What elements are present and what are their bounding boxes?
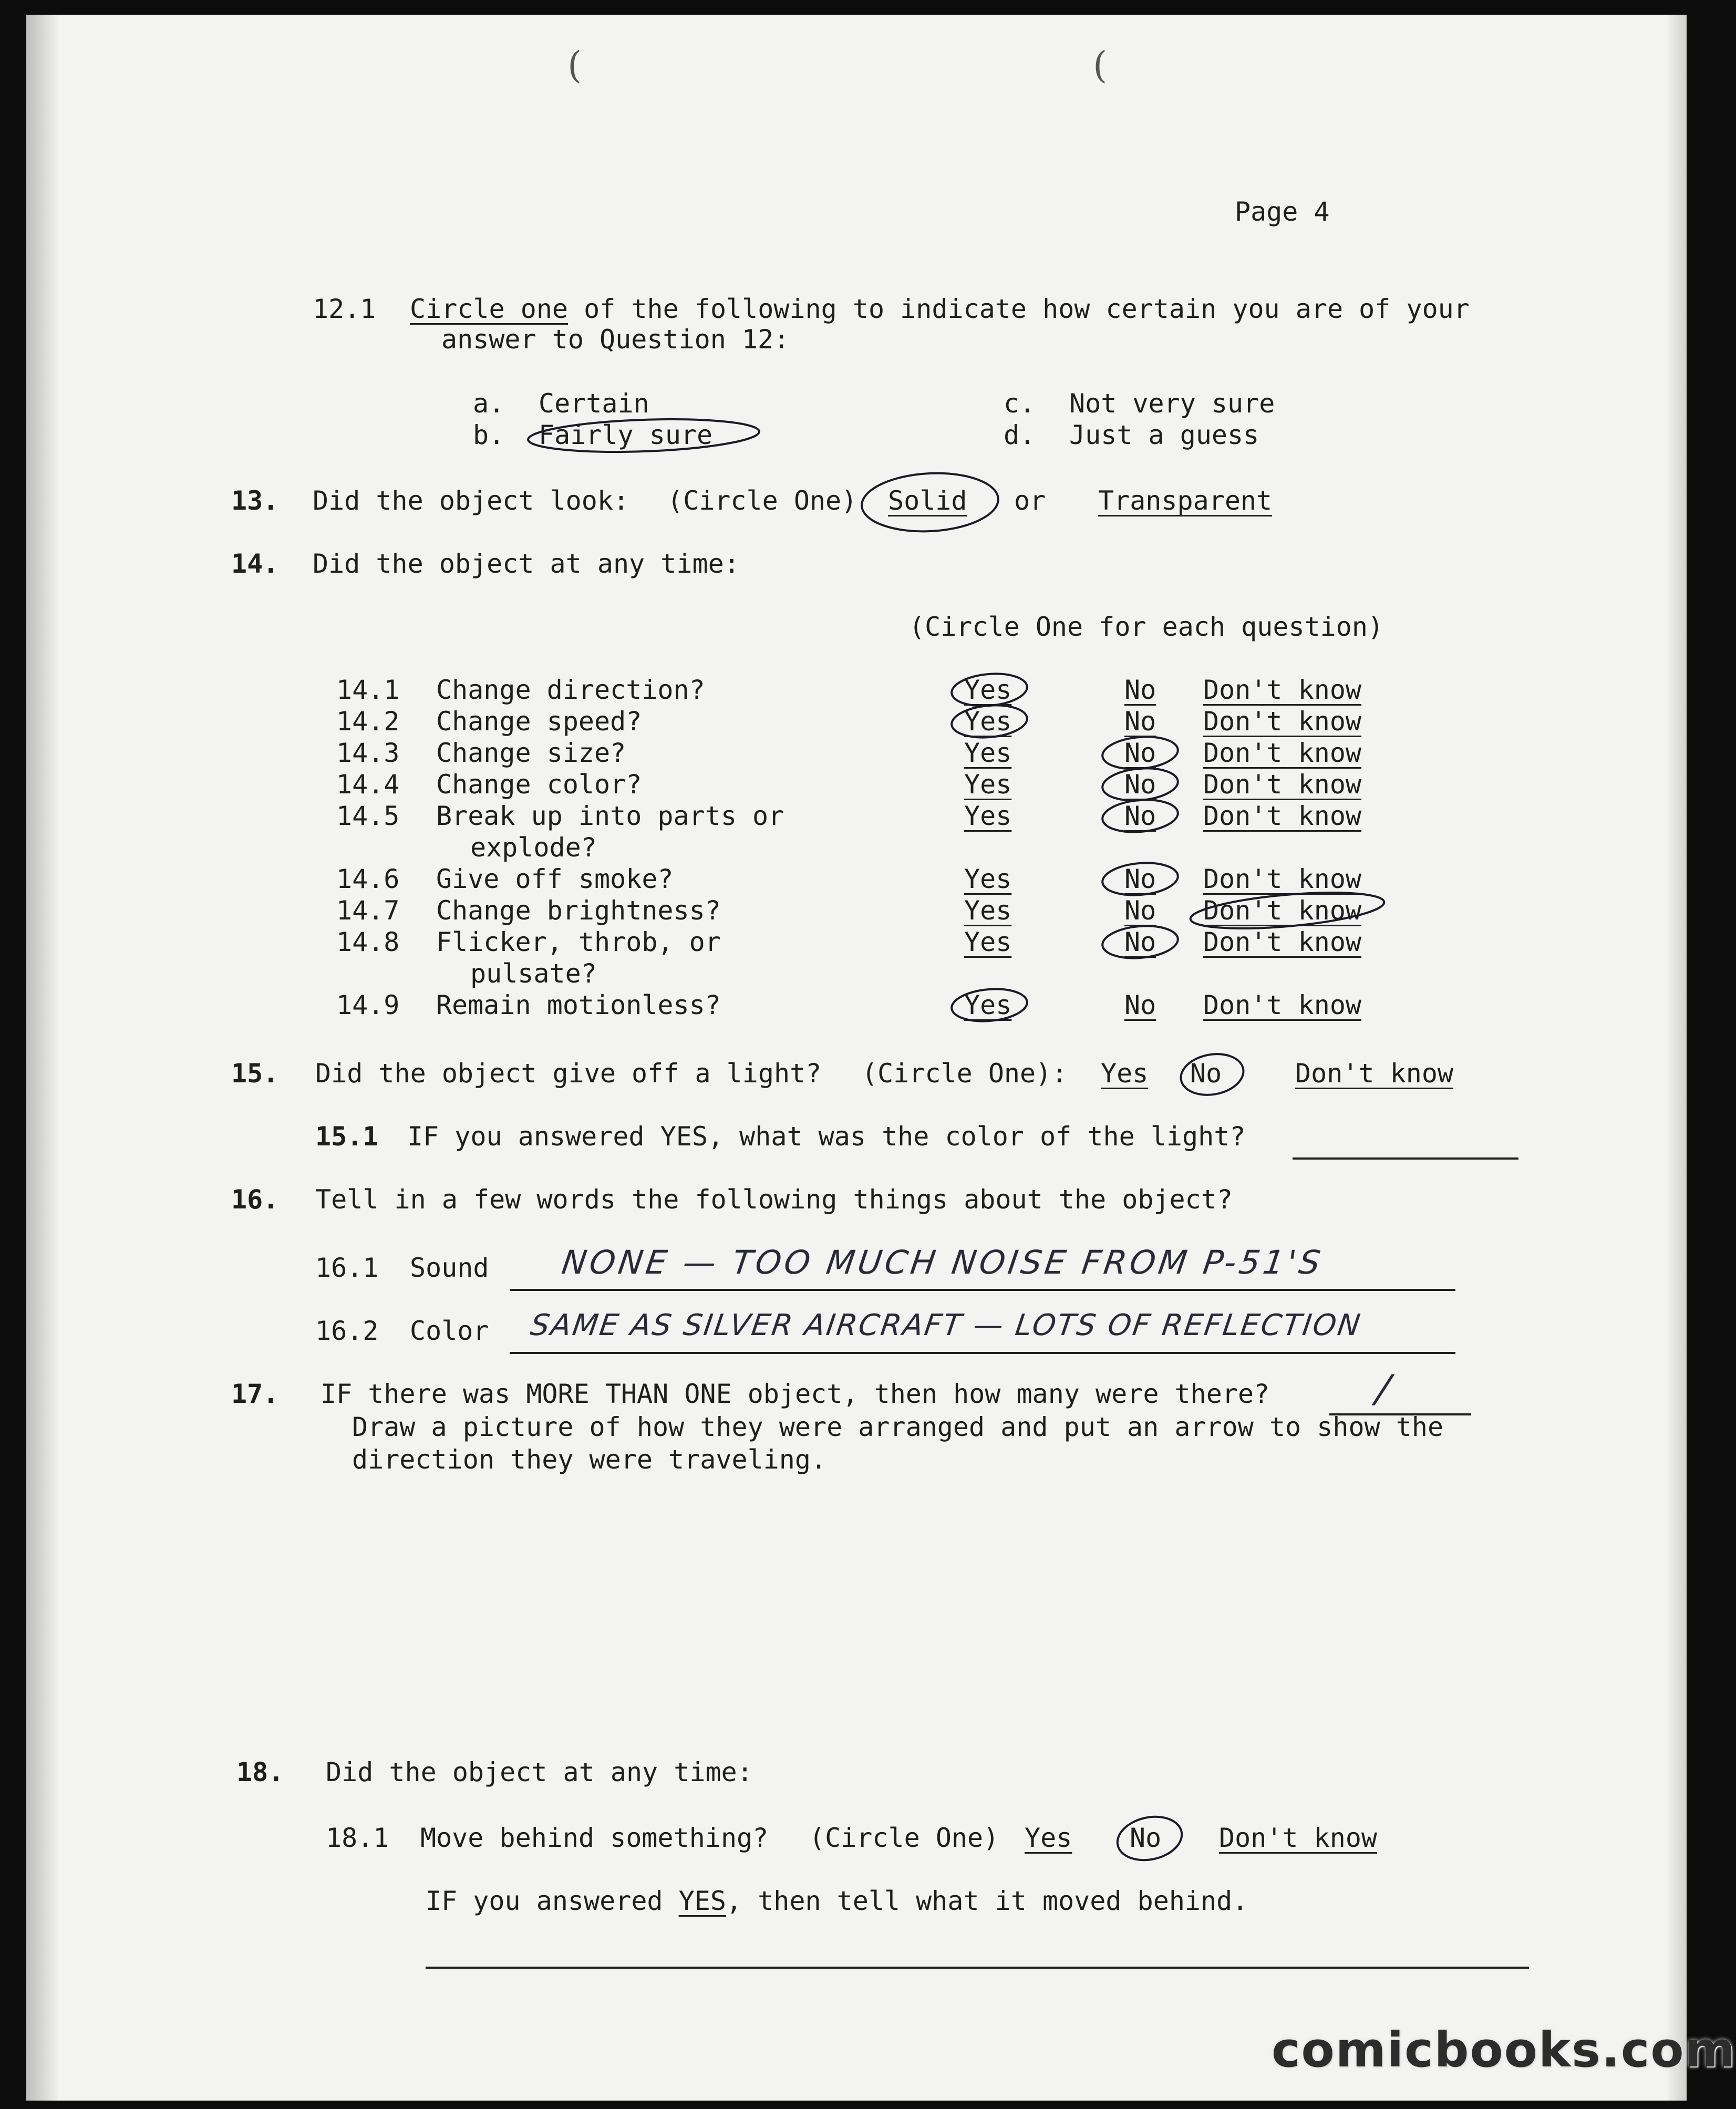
q12-1-option-c[interactable]: Not very sure — [1069, 388, 1275, 419]
q14-4-option-dont-know[interactable]: Don't know — [1203, 769, 1362, 800]
scan-artifact-mark: ( — [567, 44, 582, 87]
q15-1-number: 15.1 — [315, 1121, 379, 1152]
q12-1-circle-one: Circle one — [410, 294, 569, 324]
q12-1-line1-rest: of the following to indicate how certain you are of your — [568, 294, 1470, 324]
q13-instruction: (Circle One) — [667, 485, 857, 516]
page-number: Page 4 — [1235, 197, 1330, 227]
q13-question: Did the object look: — [313, 485, 629, 516]
q14-5-question: Break up into parts or — [436, 801, 784, 831]
q16-1-label: Sound — [410, 1253, 489, 1283]
q18-number: 18. — [236, 1757, 284, 1787]
q14-7-option-yes[interactable]: Yes — [964, 895, 1012, 926]
q13-option-solid[interactable]: Solid — [888, 485, 967, 516]
document-page — [26, 15, 1736, 2101]
q14-9-question: Remain motionless? — [436, 990, 721, 1020]
q15-question: Did the object give off a light? — [315, 1058, 822, 1089]
q16-2-number: 16.2 — [315, 1316, 379, 1346]
q18-1-instruction: (Circle One) — [809, 1823, 999, 1853]
q14-5-option-no[interactable]: No — [1124, 801, 1156, 831]
q16-2-label: Color — [410, 1316, 489, 1346]
q17-drawing-area[interactable] — [352, 1486, 1508, 1749]
q12-1-question-line1 — [410, 293, 1470, 325]
q14-3-option-dont-know[interactable]: Don't know — [1203, 738, 1362, 768]
q18-1-option-dont-know[interactable]: Don't know — [1219, 1823, 1378, 1853]
q14-1-number: 14.1 — [336, 675, 400, 705]
q18-1-option-yes[interactable]: Yes — [1025, 1823, 1072, 1853]
q14-question: Did the object at any time: — [313, 549, 740, 579]
q14-2-option-dont-know[interactable]: Don't know — [1203, 706, 1362, 737]
q18-1-option-no[interactable]: No — [1130, 1823, 1162, 1853]
q14-1-option-dont-know[interactable]: Don't know — [1203, 675, 1362, 705]
q14-2-option-no[interactable]: No — [1124, 706, 1156, 737]
q16-question: Tell in a few words the following things about the object? — [315, 1184, 1233, 1215]
q14-8-option-no[interactable]: No — [1124, 927, 1156, 957]
q14-2-option-yes[interactable]: Yes — [964, 706, 1012, 737]
q12-1-option-d[interactable]: Just a guess — [1069, 420, 1259, 450]
q17-question-line1: IF there was MORE THAN ONE object, then how many were there? — [321, 1379, 1270, 1409]
q14-3-option-yes[interactable]: Yes — [964, 738, 1012, 768]
q14-2-number: 14.2 — [336, 706, 400, 737]
q12-1-question-line2: answer to Question 12: — [441, 324, 790, 355]
q14-3-number: 14.3 — [336, 738, 400, 768]
q14-9-option-dont-know[interactable]: Don't know — [1203, 990, 1362, 1020]
q15-1-question: IF you answered YES, what was the color of the light? — [407, 1121, 1246, 1152]
q14-1-option-no[interactable]: No — [1124, 675, 1156, 705]
q15-option-yes[interactable]: Yes — [1101, 1058, 1149, 1089]
q17-answer[interactable]: / — [1373, 1367, 1396, 1411]
q14-6-number: 14.6 — [336, 864, 400, 894]
q12-1-option-a-letter: a. — [473, 388, 505, 419]
q12-1-option-a[interactable]: Certain — [539, 388, 649, 419]
watermark-logo: comicbooks.com — [1272, 2022, 1736, 2078]
q13-number: 13. — [231, 485, 279, 516]
page-edge-right — [1666, 15, 1687, 2101]
q15-instruction: (Circle One): — [862, 1058, 1068, 1089]
q14-5-number: 14.5 — [336, 801, 400, 831]
q14-5-option-dont-know[interactable]: Don't know — [1203, 801, 1362, 831]
q18-question: Did the object at any time: — [326, 1757, 753, 1787]
q12-1-number: 12.1 — [313, 294, 376, 324]
q14-3-option-no[interactable]: No — [1124, 738, 1156, 768]
q14-9-option-yes[interactable]: Yes — [964, 990, 1012, 1020]
q13-option-transparent[interactable]: Transparent — [1098, 485, 1273, 516]
q14-8-question-cont: pulsate? — [470, 958, 597, 989]
q17-number: 17. — [231, 1379, 279, 1409]
q14-7-number: 14.7 — [336, 895, 400, 926]
q14-6-option-yes[interactable]: Yes — [964, 864, 1012, 894]
q13-or: or — [1014, 485, 1046, 516]
q18-followup-prefix: IF you answered — [426, 1886, 679, 1916]
q18-1-question: Move behind something? — [420, 1823, 769, 1853]
q15-1-answer-line[interactable] — [1293, 1157, 1518, 1160]
q16-1-answer[interactable]: NONE — TOO MUCH NOISE FROM P-51'S — [559, 1243, 1326, 1281]
q15-option-no[interactable]: No — [1190, 1058, 1222, 1089]
q14-3-question: Change size? — [436, 738, 626, 768]
q14-instruction: (Circle One for each question) — [909, 612, 1384, 642]
q14-2-question: Change speed? — [436, 706, 642, 737]
q14-6-question: Give off smoke? — [436, 864, 674, 894]
q14-8-option-dont-know[interactable]: Don't know — [1203, 927, 1362, 957]
q14-9-option-no[interactable]: No — [1124, 990, 1156, 1020]
q15-number: 15. — [231, 1058, 279, 1089]
q14-6-option-no[interactable]: No — [1124, 864, 1156, 894]
q14-4-option-no[interactable]: No — [1124, 769, 1156, 800]
q18-1-number: 18.1 — [326, 1823, 389, 1853]
q12-1-option-c-letter: c. — [1004, 388, 1036, 419]
q16-1-number: 16.1 — [315, 1253, 379, 1283]
q14-number: 14. — [231, 549, 279, 579]
q14-5-option-yes[interactable]: Yes — [964, 801, 1012, 831]
q15-option-dont-know[interactable]: Don't know — [1295, 1058, 1454, 1089]
page-edge-left — [26, 15, 58, 2101]
q12-1-option-b-letter: b. — [473, 420, 505, 450]
q16-number: 16. — [231, 1184, 279, 1215]
q14-4-option-yes[interactable]: Yes — [964, 769, 1012, 800]
q16-2-answer-line[interactable] — [510, 1352, 1455, 1354]
q14-7-question: Change brightness? — [436, 895, 721, 926]
q14-7-option-no[interactable]: No — [1124, 895, 1156, 926]
q18-followup-yes: YES — [678, 1886, 726, 1916]
q12-1-option-d-letter: d. — [1004, 420, 1036, 450]
q18-followup — [426, 1885, 1248, 1917]
q14-7-option-dont-know[interactable]: Don't know — [1203, 895, 1362, 926]
q14-4-question: Change color? — [436, 769, 642, 800]
q14-8-question: Flicker, throb, or — [436, 927, 721, 957]
q14-4-number: 14.4 — [336, 769, 400, 800]
q16-2-answer[interactable]: SAME AS SILVER AIRCRAFT — LOTS OF REFLECTION — [528, 1308, 1364, 1342]
q14-8-option-yes[interactable]: Yes — [964, 927, 1012, 957]
scan-artifact-mark: ( — [1093, 44, 1108, 87]
q14-5-question-cont: explode? — [470, 832, 597, 863]
q14-1-option-yes[interactable]: Yes — [964, 675, 1012, 705]
q14-1-question: Change direction? — [436, 675, 705, 705]
q17-question-line2: Draw a picture of how they were arranged and put an arrow to show the — [352, 1412, 1444, 1442]
q16-1-answer-line[interactable] — [510, 1289, 1455, 1291]
q14-8-number: 14.8 — [336, 927, 400, 957]
q14-6-option-dont-know[interactable]: Don't know — [1203, 864, 1362, 894]
q14-9-number: 14.9 — [336, 990, 400, 1020]
q12-1-option-b[interactable]: Fairly sure — [539, 420, 713, 450]
q18-answer-line[interactable] — [426, 1967, 1529, 1969]
q17-question-line3: direction they were traveling. — [352, 1444, 827, 1475]
q18-followup-suffix: , then tell what it moved behind. — [726, 1886, 1248, 1916]
